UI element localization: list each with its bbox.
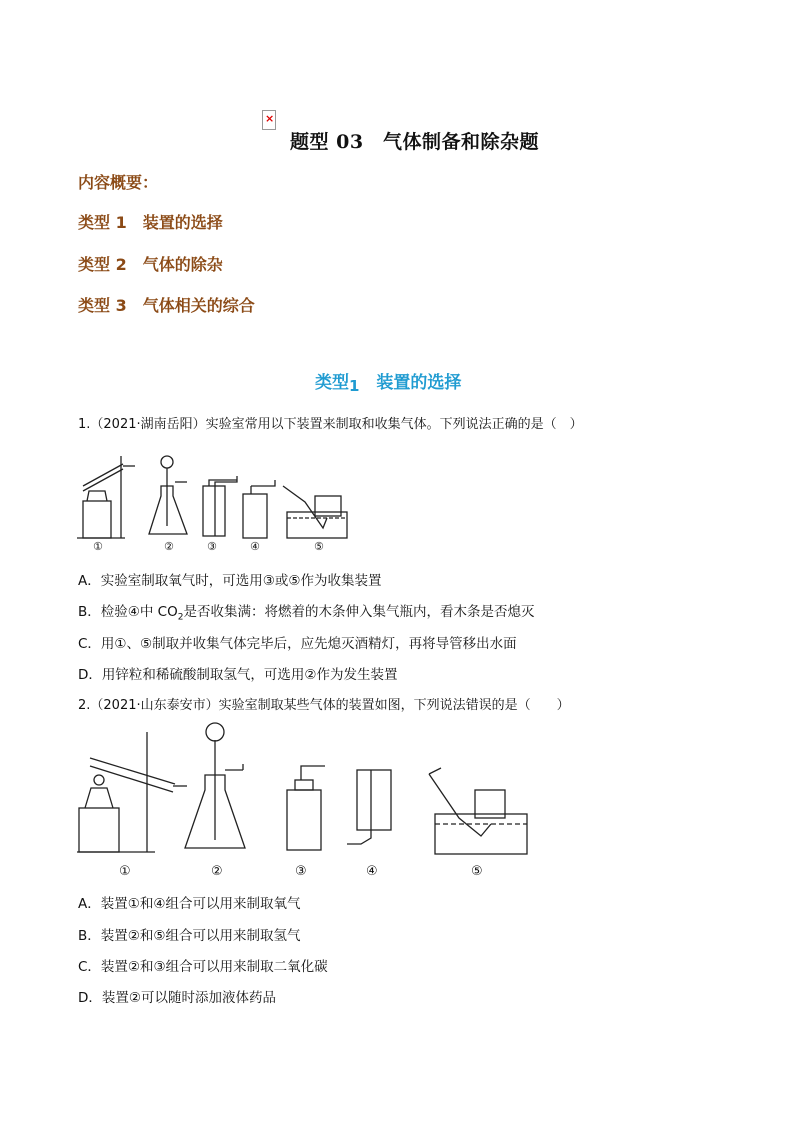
q1-option-b-suffix: 是否收集满：将燃着的木条伸入集气瓶内，看木条是否熄灭 xyxy=(183,604,535,620)
page-title: 题型 03 气体制备和除杂题 xyxy=(290,131,540,153)
overview-item-1: 类型 1 装置的选择 xyxy=(78,213,223,232)
overview-item-3: 类型 3 气体相关的综合 xyxy=(78,296,255,315)
q1-option-b-prefix: B．检验④中 CO xyxy=(78,604,178,620)
q1-figure-label-4: ④ xyxy=(250,540,260,553)
section-heading xyxy=(315,368,461,393)
overview-item-2: 类型 2 气体的除杂 xyxy=(78,255,223,274)
section-number: 1 xyxy=(349,377,360,395)
figure-1-heating-apparatus xyxy=(77,732,187,852)
figure-5-water-trough xyxy=(283,486,347,538)
figure-4-collection-bottle xyxy=(243,480,275,538)
overview-label: 内容概要： xyxy=(78,173,159,192)
broken-image-icon: × xyxy=(262,110,276,130)
figure-3-collection-bottle xyxy=(203,476,237,536)
q1-option-b-subscript: 2 xyxy=(177,612,184,623)
q1-figure-label-5: ⑤ xyxy=(314,540,324,553)
q2-figure-label-1: ① xyxy=(119,864,131,879)
q1-figure-label-3: ③ xyxy=(207,540,217,553)
section-name: 装置的选择 xyxy=(359,373,462,393)
q1-option-a: A．实验室制取氧气时，可选用③或⑤作为收集装置 xyxy=(78,573,382,589)
q2-figure-label-5: ⑤ xyxy=(471,864,483,879)
q1-option-d: D．用锌粒和稀硫酸制取氢气，可选用②作为发生装置 xyxy=(78,667,398,683)
section-prefix: 类型 xyxy=(315,373,349,393)
q1-option-c: C．用①、⑤制取并收集气体完毕后，应先熄灭酒精灯，再将导管移出水面 xyxy=(78,636,517,652)
q2-option-c: C．装置②和③组合可以用来制取二氧化碳 xyxy=(78,959,328,975)
q1-figure-label-1: ① xyxy=(93,540,103,553)
figure-2-conical-flask xyxy=(149,456,187,534)
question-2-stem: 2.（2021·山东泰安市）实验室制取某些气体的装置如图，下列说法错误的是（ ） xyxy=(78,698,570,713)
figure-4-collection-bottle xyxy=(347,770,391,844)
q2-option-d: D．装置②可以随时添加液体药品 xyxy=(78,990,276,1006)
q2-figure-label-2: ② xyxy=(211,864,223,879)
figure-2-conical-flask xyxy=(185,723,245,848)
figure-3-collection-bottle xyxy=(287,766,325,850)
q1-option-b xyxy=(78,600,534,623)
q2-option-a: A．装置①和④组合可以用来制取氧气 xyxy=(78,896,301,912)
figure-1-heating-apparatus xyxy=(77,456,135,538)
q1-figure-label-2: ② xyxy=(164,540,174,553)
q2-option-b: B．装置②和⑤组合可以用来制取氢气 xyxy=(78,928,301,944)
question-1-stem: 1.（2021·湖南岳阳）实验室常用以下装置来制取和收集气体。下列说法正确的是（ ） xyxy=(78,417,583,432)
question-2-apparatus-figure xyxy=(75,720,535,860)
q2-figure-label-3: ③ xyxy=(295,864,307,879)
q2-figure-label-4: ④ xyxy=(366,864,378,879)
figure-5-water-trough xyxy=(429,768,527,854)
